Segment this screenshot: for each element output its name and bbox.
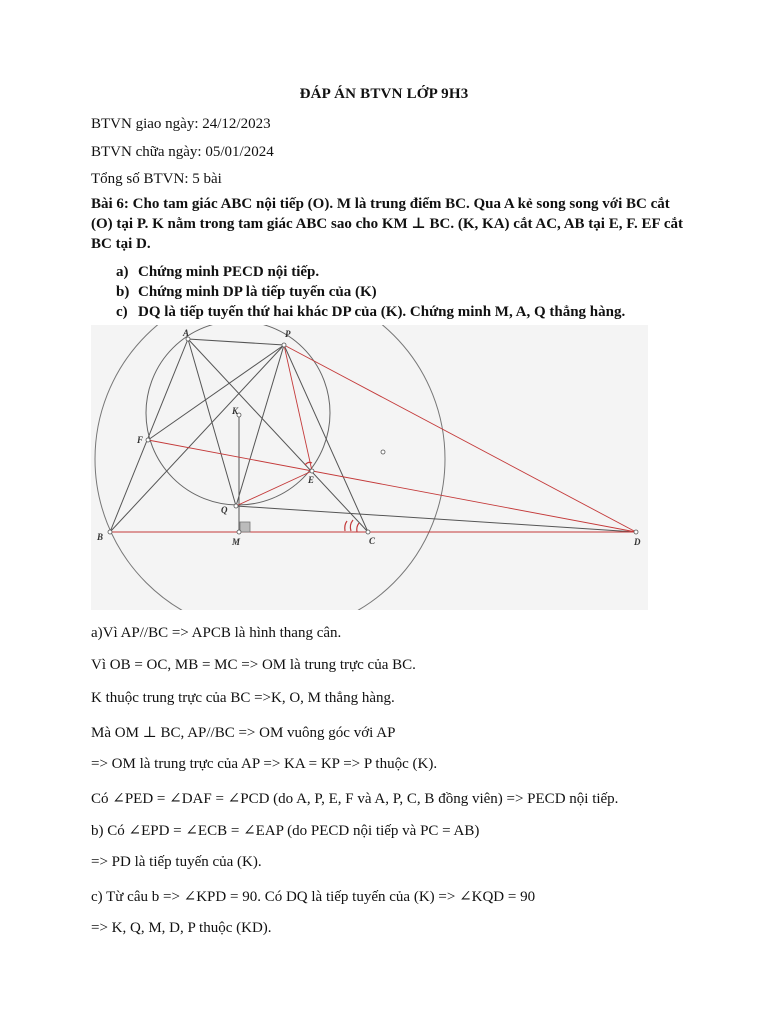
part-a-mark: a) [116,264,129,280]
point-b [108,530,112,534]
solution-line-9: c) Từ câu b => ∠KPD = 90. Có DQ là tiếp tuyến của (K) => ∠KQD = 90 [91,889,536,905]
problem-statement: Bài 6: Cho tam giác ABC nội tiếp (O). M là trung điểm BC. Qua A kẻ song song với BC cắt (O) tại P. K nằm trong tam giác ABC sao cho KM ⊥ BC. (K, KA) cắt AC, AB tại E, F. EF cắt BC tại D. [91,196,684,252]
label-c: C [369,536,376,546]
solution-line-6: Có ∠PED = ∠DAF = ∠PCD (do A, P, E, F và A, P, C, B đồng viên) => PECD nội tiếp. [91,791,619,807]
label-p: P [285,329,291,339]
point-d [634,530,638,534]
page-title: ĐÁP ÁN BTVN LỚP 9H3 [299,86,469,102]
corrected-date: BTVN chữa ngày: 05/01/2024 [91,144,274,160]
point-e [310,469,314,473]
geometry-svg [91,325,648,610]
point-f [146,438,150,442]
point-c [366,530,370,534]
solution-line-8: => PD là tiếp tuyến của (K). [91,854,262,870]
label-b: B [97,532,104,542]
label-q: Q [221,505,228,515]
part-c [116,302,625,322]
part-a-text: Chứng minh PECD nội tiếp. [138,264,320,280]
part-b-mark: b) [116,284,130,300]
label-e: E [308,475,315,485]
figure-background [91,325,648,610]
point-q [234,504,238,508]
solution-line-2: Vì OB = OC, MB = MC => OM là trung trực của BC. [91,657,416,673]
right-angle-mark [240,522,250,532]
problem-parts [116,262,625,322]
part-b-text: Chứng minh DP là tiếp tuyến của (K) [138,284,377,300]
label-f: F [137,435,144,445]
point-m [237,530,241,534]
assigned-date: BTVN giao ngày: 24/12/2023 [91,116,271,132]
part-c-text: DQ là tiếp tuyến thứ hai khác DP của (K). Chứng minh M, A, Q thẳng hàng. [138,304,626,320]
solution-line-10: => K, Q, M, D, P thuộc (KD). [91,920,272,936]
solution-line-7: b) Có ∠EPD = ∠ECB = ∠EAP (do PECD nội tiếp và PC = AB) [91,823,480,839]
solution-line-3: K thuộc trung trực của BC =>K, O, M thẳng hàng. [91,690,395,706]
point-p [282,343,286,347]
label-k: K [232,406,239,416]
solution-line-4: Mà OM ⊥ BC, AP//BC => OM vuông góc với AP [91,725,396,741]
part-b [116,282,625,302]
label-d: D [634,537,641,547]
solution-line-1: a)Vì AP//BC => APCB là hình thang cân. [91,625,342,641]
point-circle-edge [381,450,385,454]
part-c-mark: c) [116,304,128,320]
geometry-figure [91,325,648,610]
label-m: M [232,537,241,547]
part-a [116,262,625,282]
total-homework: Tổng số BTVN: 5 bài [91,171,222,187]
label-a: A [183,328,190,338]
solution-line-5: => OM là trung trực của AP => KA = KP => P thuộc (K). [91,756,438,772]
